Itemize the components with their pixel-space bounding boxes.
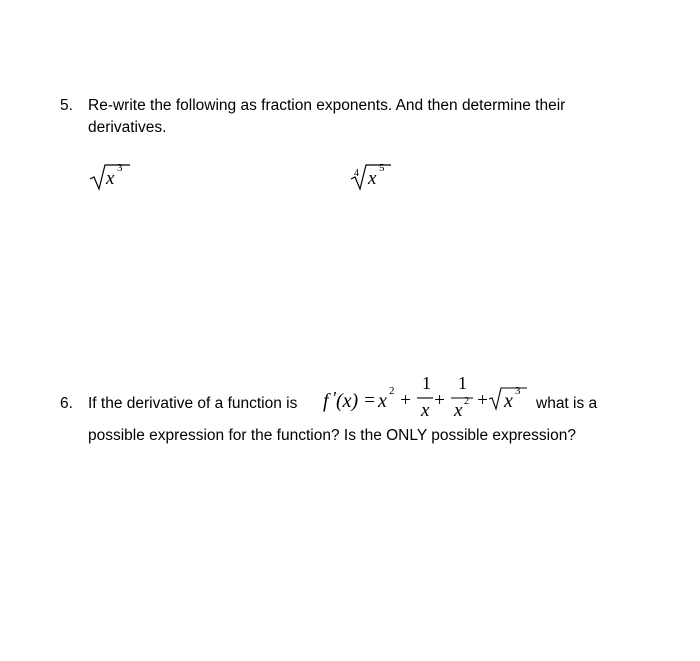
sqrt-x-cubed: [90, 162, 140, 192]
fourth-root-x-fifth: [350, 162, 400, 192]
root-index: 4: [354, 168, 359, 179]
radicand-exponent: 3: [117, 162, 123, 174]
formula-arg: (x): [336, 390, 359, 412]
fraction-1-bar: [417, 397, 433, 399]
problem-6-number: 6.: [60, 395, 73, 412]
fraction-2-numerator: 1: [458, 373, 467, 393]
root-exponent: 3: [515, 385, 521, 397]
fraction-1-denominator: x: [421, 400, 430, 421]
problem-5-line-1: Re-write the following as fraction exponents. And then determine their: [88, 97, 566, 114]
fraction-2-denominator-exponent: 2: [464, 396, 469, 407]
problem-5-line-2: derivatives.: [88, 119, 167, 136]
term-x-base: x: [378, 390, 387, 412]
fraction-1-numerator: 1: [422, 373, 431, 393]
problem-6-line-2: possible expression for the function? Is the ONLY possible expression?: [88, 427, 576, 444]
plus-sign-3: +: [476, 390, 489, 411]
plus-sign-2: +: [433, 390, 446, 411]
radical-sign-icon: [90, 162, 140, 192]
formula-equals: =: [363, 390, 376, 411]
radicand-exponent: 5: [379, 162, 385, 174]
problem-6-tail: what is a: [536, 395, 598, 412]
radicand-base: x: [106, 168, 115, 189]
plus-sign-1: +: [399, 390, 412, 411]
radicand-base: x: [368, 168, 377, 189]
formula-f: f: [323, 390, 329, 412]
problem-5-number: 5.: [60, 97, 73, 114]
problem-6-lead: If the derivative of a function is: [88, 395, 298, 412]
fraction-2-denominator: x: [454, 400, 463, 421]
formula-prime: ': [332, 388, 336, 408]
root-base: x: [504, 390, 513, 412]
fraction-2-bar: [451, 397, 473, 399]
term-x-exponent: 2: [389, 385, 395, 397]
derivative-formula: [320, 372, 530, 424]
